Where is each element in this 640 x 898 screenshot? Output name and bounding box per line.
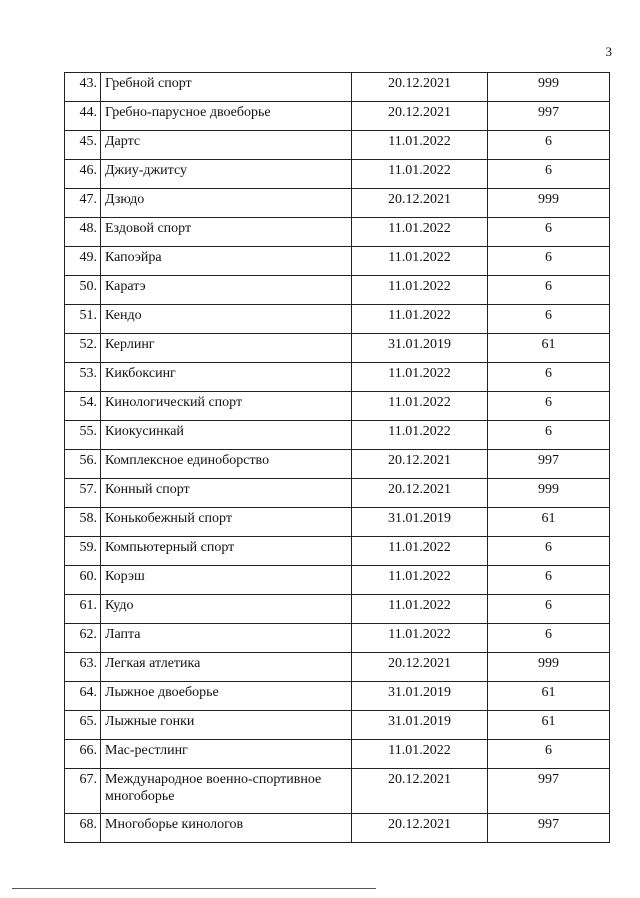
row-number: 67. [65,769,101,814]
registration-date: 20.12.2021 [352,653,488,682]
registration-date: 31.01.2019 [352,334,488,363]
row-number: 51. [65,305,101,334]
registration-date: 11.01.2022 [352,595,488,624]
registration-date: 20.12.2021 [352,189,488,218]
table-row [65,247,610,276]
table-row [65,276,610,305]
registration-date: 11.01.2022 [352,392,488,421]
registration-date: 31.01.2019 [352,508,488,537]
table-row [65,711,610,740]
registration-date: 11.01.2022 [352,305,488,334]
row-number: 53. [65,363,101,392]
row-number: 54. [65,392,101,421]
table-row [65,814,610,843]
sport-name: Киокусинкай [101,421,352,450]
row-number: 46. [65,160,101,189]
code-value: 6 [488,566,610,595]
sport-name: Каратэ [101,276,352,305]
code-value: 6 [488,160,610,189]
sport-name: Капоэйра [101,247,352,276]
code-value: 997 [488,814,610,843]
sport-name: Ездовой спорт [101,218,352,247]
sport-name: Кинологический спорт [101,392,352,421]
table-row [65,160,610,189]
table-row [65,421,610,450]
code-value: 6 [488,740,610,769]
table-row [65,508,610,537]
code-value: 6 [488,421,610,450]
table-row [65,73,610,102]
table-row [65,624,610,653]
row-number: 44. [65,102,101,131]
registration-date: 11.01.2022 [352,421,488,450]
sport-name: Компьютерный спорт [101,537,352,566]
row-number: 65. [65,711,101,740]
code-value: 6 [488,247,610,276]
sport-name: Дзюдо [101,189,352,218]
table-row [65,740,610,769]
row-number: 63. [65,653,101,682]
code-value: 997 [488,769,610,814]
registration-date: 20.12.2021 [352,450,488,479]
sport-name: Гребной спорт [101,73,352,102]
sport-name: Легкая атлетика [101,653,352,682]
code-value: 6 [488,624,610,653]
registration-date: 11.01.2022 [352,624,488,653]
registration-date: 11.01.2022 [352,160,488,189]
registration-date: 11.01.2022 [352,218,488,247]
table-row [65,392,610,421]
sport-name: Многоборье кинологов [101,814,352,843]
sport-name: Кикбоксинг [101,363,352,392]
code-value: 6 [488,595,610,624]
table-body [65,73,610,843]
registration-date: 11.01.2022 [352,537,488,566]
table-row [65,450,610,479]
row-number: 66. [65,740,101,769]
sport-name: Дартс [101,131,352,160]
table-row [65,363,610,392]
code-value: 6 [488,218,610,247]
code-value: 61 [488,508,610,537]
registration-date: 20.12.2021 [352,479,488,508]
code-value: 997 [488,450,610,479]
row-number: 47. [65,189,101,218]
registration-date: 11.01.2022 [352,566,488,595]
registration-date: 11.01.2022 [352,363,488,392]
row-number: 55. [65,421,101,450]
code-value: 6 [488,305,610,334]
registration-date: 20.12.2021 [352,769,488,814]
sport-name: Лыжное двоеборье [101,682,352,711]
page-number: 3 [605,44,612,59]
registration-date: 11.01.2022 [352,247,488,276]
table-row [65,566,610,595]
table-row [65,218,610,247]
sport-name: Джиу-джитсу [101,160,352,189]
sports-registry-table-container [64,72,604,843]
code-value: 6 [488,276,610,305]
table-row [65,653,610,682]
table-row [65,334,610,363]
row-number: 43. [65,73,101,102]
table-row [65,189,610,218]
code-value: 999 [488,653,610,682]
row-number: 64. [65,682,101,711]
table-row [65,537,610,566]
sport-name: Международное военно-спортивное многоборье [101,769,352,814]
footer-divider [12,888,376,889]
sport-name: Конный спорт [101,479,352,508]
row-number: 59. [65,537,101,566]
registration-date: 31.01.2019 [352,682,488,711]
sport-name: Гребно-парусное двоеборье [101,102,352,131]
code-value: 6 [488,363,610,392]
code-value: 997 [488,102,610,131]
sport-name: Лыжные гонки [101,711,352,740]
sport-name: Керлинг [101,334,352,363]
row-number: 56. [65,450,101,479]
table-row [65,305,610,334]
code-value: 999 [488,73,610,102]
row-number: 52. [65,334,101,363]
sport-name: Кудо [101,595,352,624]
registration-date: 11.01.2022 [352,276,488,305]
sport-name: Кендо [101,305,352,334]
registration-date: 31.01.2019 [352,711,488,740]
row-number: 60. [65,566,101,595]
sport-name: Комплексное единоборство [101,450,352,479]
code-value: 999 [488,479,610,508]
sports-registry-table [64,72,610,843]
registration-date: 20.12.2021 [352,73,488,102]
table-row [65,102,610,131]
code-value: 999 [488,189,610,218]
table-row [65,131,610,160]
sport-name: Мас-рестлинг [101,740,352,769]
code-value: 61 [488,711,610,740]
table-row [65,479,610,508]
row-number: 58. [65,508,101,537]
registration-date: 11.01.2022 [352,740,488,769]
table-row [65,595,610,624]
sport-name: Лапта [101,624,352,653]
sport-name: Корэш [101,566,352,595]
row-number: 57. [65,479,101,508]
code-value: 6 [488,392,610,421]
row-number: 50. [65,276,101,305]
registration-date: 20.12.2021 [352,814,488,843]
sport-name: Конькобежный спорт [101,508,352,537]
registration-date: 20.12.2021 [352,102,488,131]
code-value: 61 [488,334,610,363]
table-row [65,682,610,711]
row-number: 48. [65,218,101,247]
code-value: 6 [488,131,610,160]
row-number: 61. [65,595,101,624]
code-value: 61 [488,682,610,711]
table-row [65,769,610,814]
registration-date: 11.01.2022 [352,131,488,160]
row-number: 68. [65,814,101,843]
row-number: 45. [65,131,101,160]
row-number: 62. [65,624,101,653]
row-number: 49. [65,247,101,276]
code-value: 6 [488,537,610,566]
